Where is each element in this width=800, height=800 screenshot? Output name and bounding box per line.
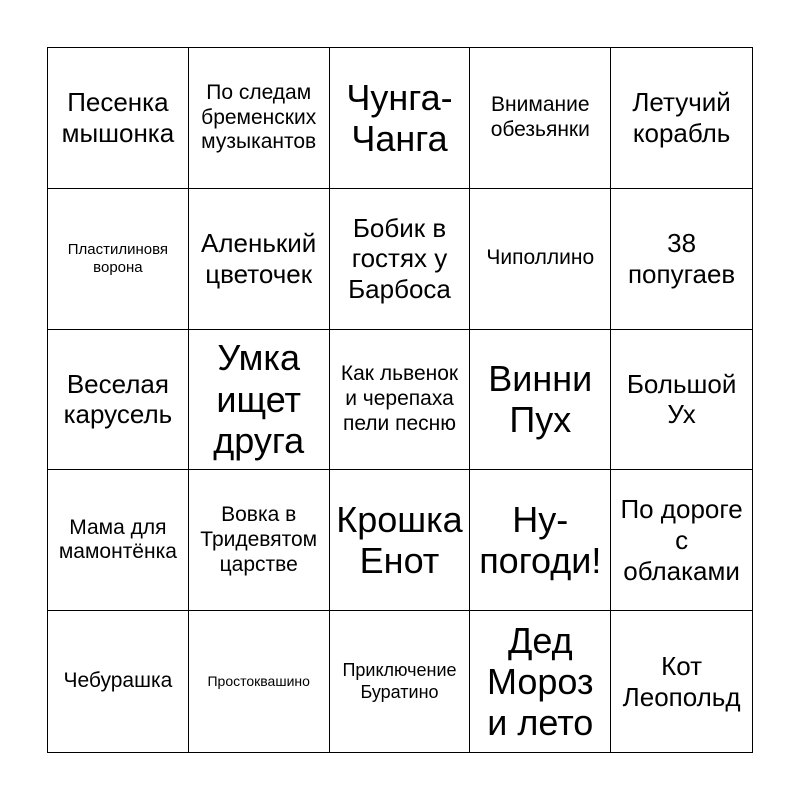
- cell-text: Чебурашка: [63, 669, 173, 693]
- bingo-cell[interactable]: [189, 611, 330, 752]
- cell-text: 38 попугаев: [627, 228, 736, 289]
- bingo-cell[interactable]: [470, 48, 611, 189]
- cell-text: Чиполлино: [486, 246, 595, 270]
- bingo-cell[interactable]: [189, 470, 330, 611]
- cell-text: Простоквашино: [207, 673, 310, 690]
- bingo-cell[interactable]: [611, 611, 752, 752]
- bingo-cell[interactable]: [611, 330, 752, 471]
- cell-text: Большой Ух: [626, 368, 737, 430]
- cell-text: Дед Мороз и лето: [487, 619, 594, 744]
- bingo-cell[interactable]: [470, 470, 611, 611]
- cell-text: Как львенок и черепаха пели песню: [340, 362, 459, 435]
- bingo-cell[interactable]: [48, 470, 189, 611]
- cell-text: Крошка Енот: [336, 498, 463, 582]
- cell-text: Умка ищет друга: [213, 337, 305, 462]
- cell-text: По дороге с облаками: [620, 494, 743, 586]
- bingo-cell[interactable]: [330, 611, 471, 752]
- bingo-board: [47, 47, 753, 753]
- bingo-cell[interactable]: [330, 330, 471, 471]
- cell-text: Внимание обезьянки: [490, 93, 590, 141]
- bingo-cell[interactable]: [48, 189, 189, 330]
- cell-text: Веселая карусель: [63, 368, 173, 430]
- bingo-cell[interactable]: [470, 189, 611, 330]
- bingo-cell[interactable]: [470, 330, 611, 471]
- bingo-cell[interactable]: [189, 48, 330, 189]
- cell-text: Чунга-Чанга: [346, 76, 453, 159]
- cell-text: Винни Пух: [488, 358, 593, 441]
- cell-text: Летучий корабль: [632, 87, 731, 148]
- bingo-cell[interactable]: [611, 470, 752, 611]
- bingo-cell[interactable]: [48, 330, 189, 471]
- cell-text: Бобик в гостях у Барбоса: [348, 212, 451, 305]
- bingo-cell[interactable]: [470, 611, 611, 752]
- bingo-cell[interactable]: [611, 189, 752, 330]
- cell-text: Вовка в Тридевятом царстве: [200, 503, 318, 576]
- cell-text: Ну-погоди!: [479, 498, 602, 582]
- bingo-cell[interactable]: [330, 189, 471, 330]
- bingo-cell[interactable]: [189, 189, 330, 330]
- bingo-cell[interactable]: [611, 48, 752, 189]
- cell-text: Аленький цветочек: [201, 228, 317, 289]
- cell-text: Приключение Буратино: [342, 660, 457, 702]
- bingo-cell[interactable]: [189, 330, 330, 471]
- cell-text: Кот Леопольд: [622, 650, 741, 712]
- bingo-cell[interactable]: [48, 48, 189, 189]
- cell-text: По следам бременских музыкантов: [201, 80, 317, 154]
- cell-text: Мама для мамонтёнка: [58, 515, 177, 564]
- bingo-cell[interactable]: [48, 611, 189, 752]
- cell-text: Пластилиновя ворона: [67, 241, 169, 276]
- bingo-cell[interactable]: [330, 470, 471, 611]
- cell-text: Песенка мышонка: [61, 87, 175, 148]
- bingo-cell[interactable]: [330, 48, 471, 189]
